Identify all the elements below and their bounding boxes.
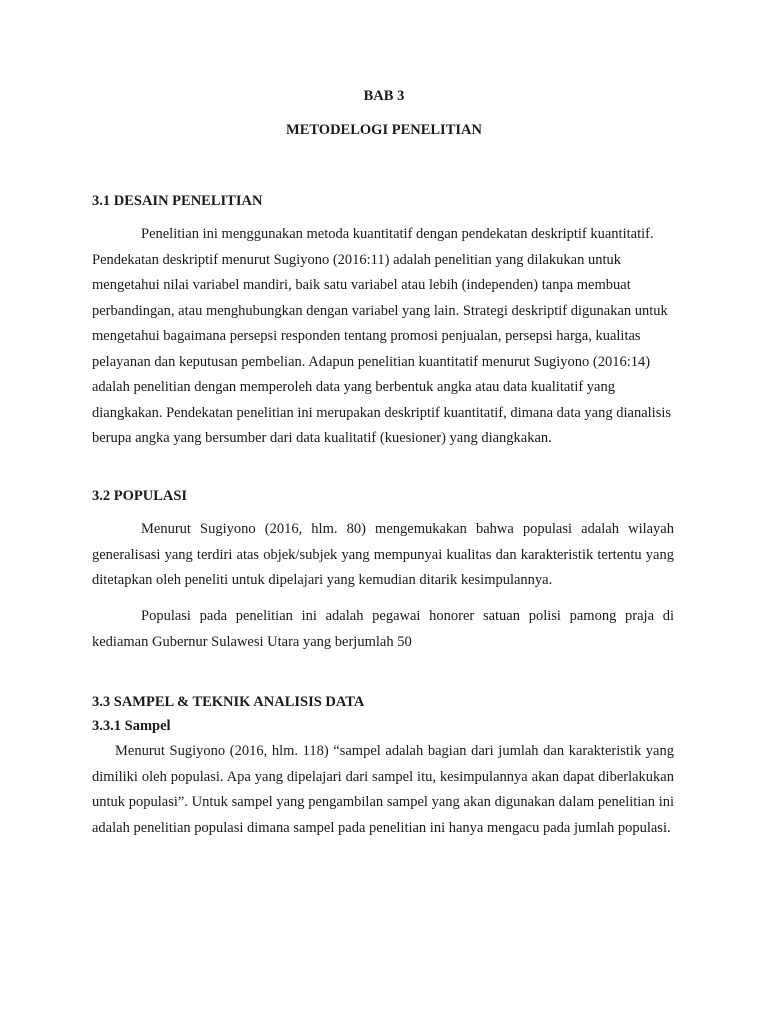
paragraph-desain: Penelitian ini menggunakan metoda kuantitatif dengan pendekatan deskriptif kuantitatif. Pendekatan deskriptif menurut Sugiyono (2016:11) adalah penelitian yang dilakukan untuk mengetahui nilai variabel mandiri, baik satu variabel atau lebih (independen) tanpa membuat perbandingan, atau menghubungkan dengan variabel yang lain. Strategi deskriptif digunakan untuk mengetahui bagaimana persepsi responden tentang promosi penjualan, persepsi harga, kualitas pelayanan dan keputusan pembelian. Adapun penelitian kuantitatif menurut Sugiyono (2016:14) adalah penelitian dengan memperoleh data yang berbentuk angka atau data kualitatif yang diangkakan. Pendekatan penelitian ini merupakan deskriptif kuantitatif, dimana data yang dianalisis berupa angka yang bersumber dari data kualitatif (kuesioner) yang diangkakan.: [92, 226, 672, 446]
paragraph-sampel: Menurut Sugiyono (2016, hlm. 118) “sampel adalah bagian dari jumlah dan karakteristik yang dimiliki oleh populasi. Apa yang dipelajari dari sampel itu, kesimpulannya akan dapat diberlakukan untuk populasi”. Untuk sampel yang pengambilan sampel yang akan digunakan dalam penelitian ini adalah penelitian populasi dimana sampel pada penelitian ini hanya mengacu pada jumlah populasi.: [92, 743, 674, 836]
subsection-heading-sampel: 3.3.1 Sampel: [92, 718, 171, 734]
chapter-title: METODELOGI PENELITIAN: [286, 122, 482, 138]
chapter-label: BAB 3: [363, 88, 405, 104]
paragraph-populasi-1: Menurut Sugiyono (2016, hlm. 80) mengemukakan bahwa populasi adalah wilayah generalisasi yang terdiri atas objek/subjek yang mempunyai kualitas dan karakteristik tertentu yang ditetapkan oleh peneliti untuk dipelajari yang kemudian ditarik kesimpulannya.: [92, 521, 674, 588]
section-heading-desain: 3.1 DESAIN PENELITIAN: [92, 193, 263, 209]
paragraph-populasi-2: Populasi pada penelitian ini adalah pegawai honorer satuan polisi pamong praja di kediaman Gubernur Sulawesi Utara yang berjumlah 50: [92, 608, 674, 650]
section-heading-sampel: 3.3 SAMPEL & TEKNIK ANALISIS DATA: [92, 694, 365, 710]
section-heading-populasi: 3.2 POPULASI: [92, 488, 188, 504]
